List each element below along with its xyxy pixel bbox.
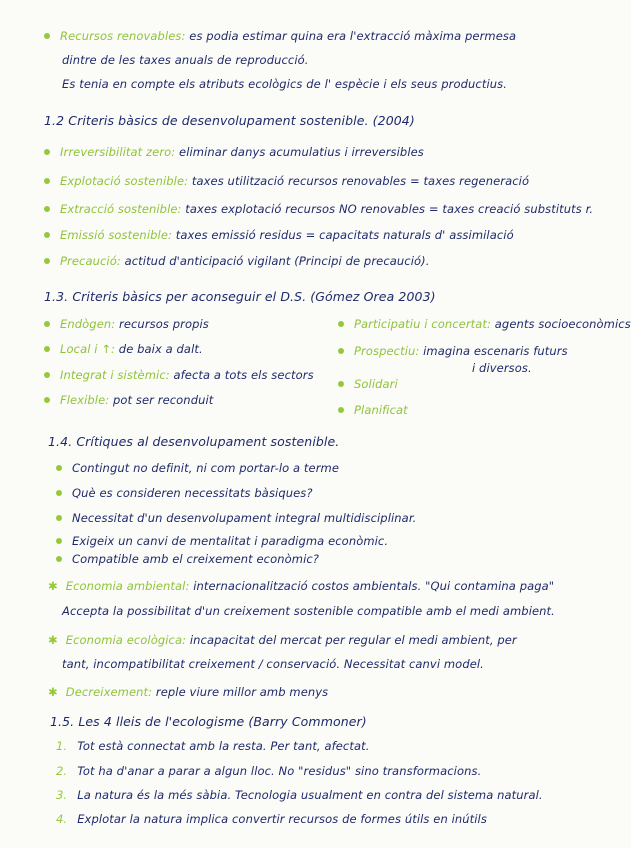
list-item: Prospectiu: imagina escenaris futurs — [338, 343, 568, 359]
list-item: Irreversibilitat zero: eliminar danys acumulatius i irreversibles — [44, 144, 424, 160]
list-item: Local i ↑: de baix a dalt. — [44, 341, 203, 357]
bullet-icon — [44, 178, 50, 184]
list-item: Precaució: actitud d'anticipació vigilant (Principi de precaució). — [44, 253, 429, 269]
bullet-icon — [56, 556, 62, 562]
text-line: tant, incompatibilitat creixement / conservació. Necessitat canvi model. — [62, 657, 484, 671]
bullet-icon — [44, 258, 50, 264]
list-item: Contingut no definit, ni com portar-lo a terme — [56, 460, 339, 476]
bullet-icon — [44, 346, 50, 352]
section-heading: 1.2 Criteris bàsics de desenvolupament sostenible. (2004) — [44, 113, 415, 128]
bullet-icon — [338, 321, 344, 327]
section-heading: 1.4. Crítiques al desenvolupament sostenible. — [48, 434, 340, 449]
bullet-icon — [44, 321, 50, 327]
bullet-icon — [56, 465, 62, 471]
term: Recursos renovables: — [60, 29, 186, 43]
list-item — [44, 28, 516, 44]
list-item: Exigeix un canvi de mentalitat i paradigma econòmic. — [56, 533, 388, 549]
numbered-item: 3. La natura és la més sàbia. Tecnologia usualment en contra del sistema natural. — [56, 788, 543, 802]
list-item: Participatiu i concertat: agents socioeconòmics — [338, 316, 631, 332]
bullet-icon — [338, 407, 344, 413]
list-item: Flexible: pot ser reconduit — [44, 392, 213, 408]
text-line: i diversos. — [472, 361, 532, 375]
list-item: Planificat — [338, 402, 408, 418]
asterisk-icon: ✱ — [48, 579, 58, 593]
text-line: Accepta la possibilitat d'un creixement sostenible compatible amb el medi ambient. — [62, 604, 555, 618]
list-item: Endògen: recursos propis — [44, 316, 209, 332]
list-item: Integrat i sistèmic: afecta a tots els sectors — [44, 367, 314, 383]
bullet-icon — [338, 348, 344, 354]
bullet-icon — [44, 232, 50, 238]
star-item: ✱ Decreixement: reple viure millor amb menys — [48, 685, 329, 699]
numbered-item: 1. Tot està connectat amb la resta. Per tant, afectat. — [56, 739, 370, 753]
bullet-icon — [44, 206, 50, 212]
list-item: Compatible amb el creixement econòmic? — [56, 551, 319, 567]
bullet-icon — [44, 372, 50, 378]
list-item: Necessitat d'un desenvolupament integral multidisciplinar. — [56, 510, 416, 526]
section-heading: 1.3. Criteris bàsics per aconseguir el D.S. (Gómez Orea 2003) — [44, 289, 436, 304]
numbered-item: 4. Explotar la natura implica convertir recursos de formes útils en inútils — [56, 812, 487, 826]
definition: es podia estimar quina era l'extracció màxima permesa — [189, 29, 517, 43]
asterisk-icon: ✱ — [48, 685, 58, 699]
bullet-icon — [338, 381, 344, 387]
bullet-icon — [56, 490, 62, 496]
asterisk-icon: ✱ — [48, 633, 58, 647]
list-item: Què es consideren necessitats bàsiques? — [56, 485, 313, 501]
section-heading: 1.5. Les 4 lleis de l'ecologisme (Barry Commoner) — [50, 714, 367, 729]
bullet-icon — [44, 397, 50, 403]
bullet-icon — [44, 149, 50, 155]
list-item: Solidari — [338, 376, 398, 392]
numbered-item: 2. Tot ha d'anar a parar a algun lloc. No "residus" sino transformacions. — [56, 764, 482, 778]
bullet-icon — [56, 515, 62, 521]
list-item: Extracció sostenible: taxes explotació recursos NO renovables = taxes creació substituts r. — [44, 201, 593, 217]
star-item: ✱ Economia ambiental: internacionalització costos ambientals. "Qui contamina paga" — [48, 579, 555, 593]
star-item: ✱ Economia ecològica: incapacitat del mercat per regular el medi ambient, per — [48, 633, 517, 647]
list-item: Explotació sostenible: taxes utilització recursos renovables = taxes regeneració — [44, 173, 529, 189]
bullet-icon — [56, 538, 62, 544]
bullet-icon — [44, 33, 50, 39]
text-line: Es tenia en compte els atributs ecològics de l' espècie i els seus productius. — [62, 77, 507, 91]
list-item: Emissió sostenible: taxes emissió residus = capacitats naturals d' assimilació — [44, 227, 514, 243]
text-line: dintre de les taxes anuals de reproducció. — [62, 53, 309, 67]
